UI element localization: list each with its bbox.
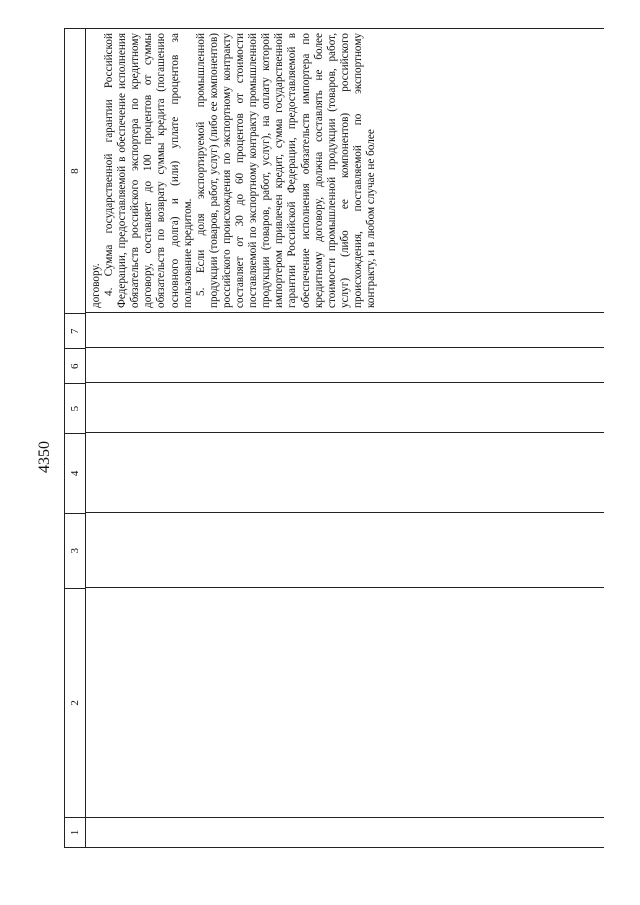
column-8-text [90, 33, 378, 308]
table-column-1 [86, 818, 604, 848]
page-number-text: 4350 [36, 441, 53, 473]
column-header-4: 4 [65, 433, 85, 513]
table-header-row [64, 28, 86, 848]
column-header-3: 3 [65, 513, 85, 588]
table-column-7 [86, 313, 604, 348]
page-number [32, 437, 58, 477]
rotated-table-region [64, 28, 604, 848]
paragraph-item-5: 5. Если доля экспортируемой промышленной продукции (товаров, работ, услуг) (либо ее компонентов) российского происхождения по экспортному контракту составляет от 30 до 60 процентов от стоимости поставляемой по экспортному контракту промышленной продукции (товаров, работ, услуг), на оплату которой импортером привлечен кредит, сумма государственной гарантии Российской Федерации, предоставляемой в обеспечение исполнения обязательств импортера по кредитному договору, должна составлять не более стоимости промышленной продукции (товаров, работ, услуг) (либо ее компонентов) российского происхождения, поставляемой по экспортному контракту, и в любом случае не более [194, 33, 377, 308]
table-column-2 [86, 588, 604, 818]
paragraph-item-4: 4. Сумма государственной гарантии Российской Федерации, предоставляемой в обеспечение исполнения обязательств российского экспортера по кредитному договору, составляет до 100 процентов от суммы обязательств по возврату суммы кредита (погашению основного долга) и (или) уплате процентов за пользование кредитом. [103, 33, 194, 308]
column-header-1: 1 [65, 817, 85, 847]
legal-table [64, 28, 604, 848]
table-column-3 [86, 513, 604, 588]
paragraph-continuation: договору. [90, 263, 102, 308]
table-column-4 [86, 433, 604, 513]
column-header-7: 7 [65, 313, 85, 348]
column-header-6: 6 [65, 348, 85, 383]
table-column-5 [86, 383, 604, 433]
column-header-8: 8 [69, 168, 81, 174]
column-header-2: 2 [65, 588, 85, 817]
column-header-5: 5 [65, 383, 85, 433]
table-column-6 [86, 348, 604, 383]
